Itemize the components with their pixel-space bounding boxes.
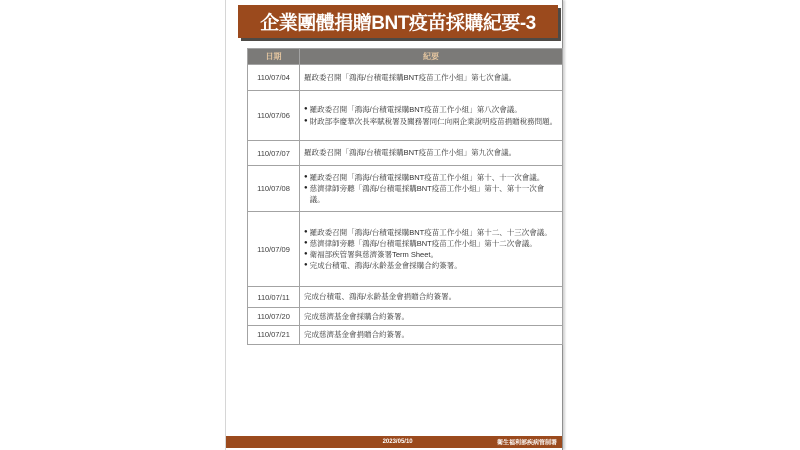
summary-text: 羅政委召開「鴻海/台積電採購BNT疫苗工作小組」第十二、十三次會議。 — [309, 227, 552, 237]
summary-cell — [300, 65, 563, 91]
bullet-icon: ● — [304, 251, 308, 257]
summary-cell — [300, 91, 563, 141]
date-cell: 110/07/11 — [248, 287, 300, 308]
table-row — [248, 91, 563, 141]
bullet-icon: ● — [304, 117, 308, 124]
page-title: 企業團體捐贈BNT疫苗採購紀要-3 — [260, 13, 536, 34]
table-row — [248, 141, 563, 166]
summary-text: 慈濟律師旁聽「鴻海/台積電採購BNT疫苗工作小組」第十、第十一次會議。 — [309, 183, 545, 205]
date-cell: 110/07/09 — [248, 212, 300, 287]
bullet-icon: ● — [304, 173, 308, 180]
date-cell: 110/07/07 — [248, 141, 300, 166]
summary-text: 完成慈濟基金會捐贈合約簽署。 — [304, 330, 409, 340]
summary-cell — [300, 141, 563, 166]
bullet-icon: ● — [304, 239, 308, 246]
date-cell: 110/07/06 — [248, 91, 300, 141]
column-header-summary: 紀要 — [300, 49, 563, 65]
table-row — [248, 287, 563, 308]
summary-cell — [300, 308, 563, 326]
table-row — [248, 326, 563, 344]
table-row — [248, 308, 563, 326]
summary-text: 慈濟律師旁聽「鴻海/台積電採購BNT疫苗工作小組」第十二次會議。 — [309, 238, 537, 248]
column-header-date: 日期 — [248, 49, 300, 65]
footer-date: 2023/05/10 — [382, 439, 413, 445]
bullet-icon: ● — [304, 184, 308, 191]
summary-text: 完成台積電、鴻海/永齡基金會捐贈合約簽署。 — [304, 292, 457, 302]
summary-cell — [300, 287, 563, 308]
summary-text: 完成台積電、鴻海/永齡基金會採購合約簽署。 — [309, 261, 462, 271]
bullet-icon: ● — [304, 262, 308, 269]
table-header-row — [248, 49, 563, 65]
table-row — [248, 166, 563, 212]
summary-text: 衛福部疾管署與慈濟簽署Term Sheet。 — [309, 250, 438, 259]
summary-cell — [300, 166, 563, 212]
summary-text: 羅政委召開「鴻海/台積電採購BNT疫苗工作小組」第十、十一次會議。 — [309, 172, 545, 182]
date-cell: 110/07/08 — [248, 166, 300, 212]
summary-cell — [300, 326, 563, 344]
bullet-icon: ● — [304, 106, 308, 113]
summary-text: 完成慈濟基金會採購合約簽署。 — [304, 312, 409, 321]
summary-text: 羅政委召開「鴻海/台積電採購BNT疫苗工作小組」第七次會議。 — [304, 72, 517, 82]
footer-bar — [226, 436, 562, 448]
meeting-log-table — [247, 48, 563, 345]
table-row — [248, 65, 563, 91]
summary-text: 羅政委召開「鴻海/台積電採購BNT疫苗工作小組」第九次會議。 — [304, 148, 517, 158]
date-cell: 110/07/04 — [248, 65, 300, 91]
date-cell: 110/07/20 — [248, 308, 300, 326]
summary-cell — [300, 212, 563, 287]
table-row — [248, 212, 563, 287]
title-banner — [238, 5, 558, 38]
slide-page — [225, 0, 563, 450]
date-cell: 110/07/21 — [248, 326, 300, 344]
summary-text: 財政部李慶華次長率賦稅署及關務署同仁向兩企業說明疫苗捐贈稅務問題。 — [309, 116, 558, 126]
summary-text: 羅政委召開「鴻海/台積電採購BNT疫苗工作小組」第八次會議。 — [309, 105, 522, 115]
bullet-icon: ● — [304, 228, 308, 235]
footer-org-label: 衛生福利部疾病管制署 — [496, 440, 557, 447]
